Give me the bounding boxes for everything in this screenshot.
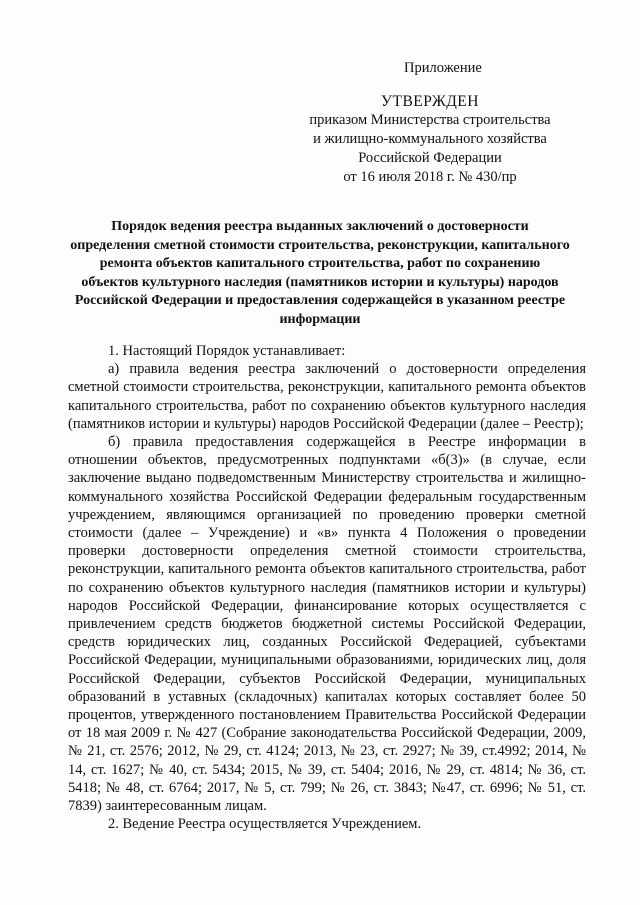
paragraph-1b: б) правила предоставления содержащейся в Реестре информации в отношении объектов, предусмотренных подпунктами «б(3)» (в случае, если заключение выдано подведомственным Министерству строительства и жилищно-коммунального хозяйства Российской Федерации федеральным государственным учреждением, являющимся организацией по проведению проверки сметной стоимости (далее – Учреждение) и «в» пункта 4 Положения о проведении проверки достоверности определения сметной стоимости строительства, реконструкции, капитального ремонта объектов капитального строительства, работ по сохранению объектов культурного наследия (памятников истории и культуры) народов Российской Федерации, финансирование которых осуществляется с привлечением средств бюджетов бюджетной системы Российской Федерации, средств юридических лиц, созданных Российской Федерацией, субъектами Российской Федерации, муниципальными образованиями, юридических лиц, доля Российской Федерации, субъектов Российской Федерации, муниципальных образований в уставных (складочных) капиталах которых составляет более 50 процентов, утвержденного постановлением Правительства Российской Федерации от 18 мая 2009 г. № 427 (Собрание законодательства Российской Федерации, 2009, № 21, ст. 2576; 2012, № 29, ст. 4124; 2013, № 23, ст. 2927; № 39, ст.4992; 2014, № 14, ст. 1627; № 40, ст. 5434; 2015, № 39, ст. 5404; 2016, № 29, ст. 4814; № 36, ст. 5418; № 48, ст. 6764; 2017, № 5, ст. 799; № 26, ст. 3843; №47, ст. 6996; № 51, ст. 7839) заинтересованным лицам. [68,434,586,815]
document-body [68,342,586,833]
approval-block [305,92,555,187]
paragraph-2: 2. Ведение Реестра осуществляется Учреждением. [108,816,422,833]
approval-line: Российской Федерации [358,150,502,166]
approval-date-line: от 16 июля 2018 г. № 430/пр [343,169,517,185]
approval-line: и жилищно-коммунального хозяйства [313,131,547,147]
approval-heading: УТВЕРЖДЕН [381,93,479,110]
approval-line: приказом Министерства строительства [309,112,551,128]
document-title: Порядок ведения реестра выданных заключений о достоверности определения сметной стоимости строительства, реконструкции, капитального ремонта объектов капитального строительства, работ по сохранению объектов культурного наследия (памятников истории и культуры) народов Российской Федерации и предоставления содержащейся в указанном реестре информации [70,219,570,327]
appendix-label: Приложение [404,60,482,76]
paragraph-1: 1. Настоящий Порядок устанавливает: [108,343,346,359]
paragraph-1a: а) правила ведения реестра заключений о достоверности определения сметной стоимости строительства, реконструкции, капитального ремонта объектов капитального строительства, работ по сохранению объектов культурного наследия (памятников истории и культуры) народов Российской Федерации (далее – Реестр); [68,361,586,432]
